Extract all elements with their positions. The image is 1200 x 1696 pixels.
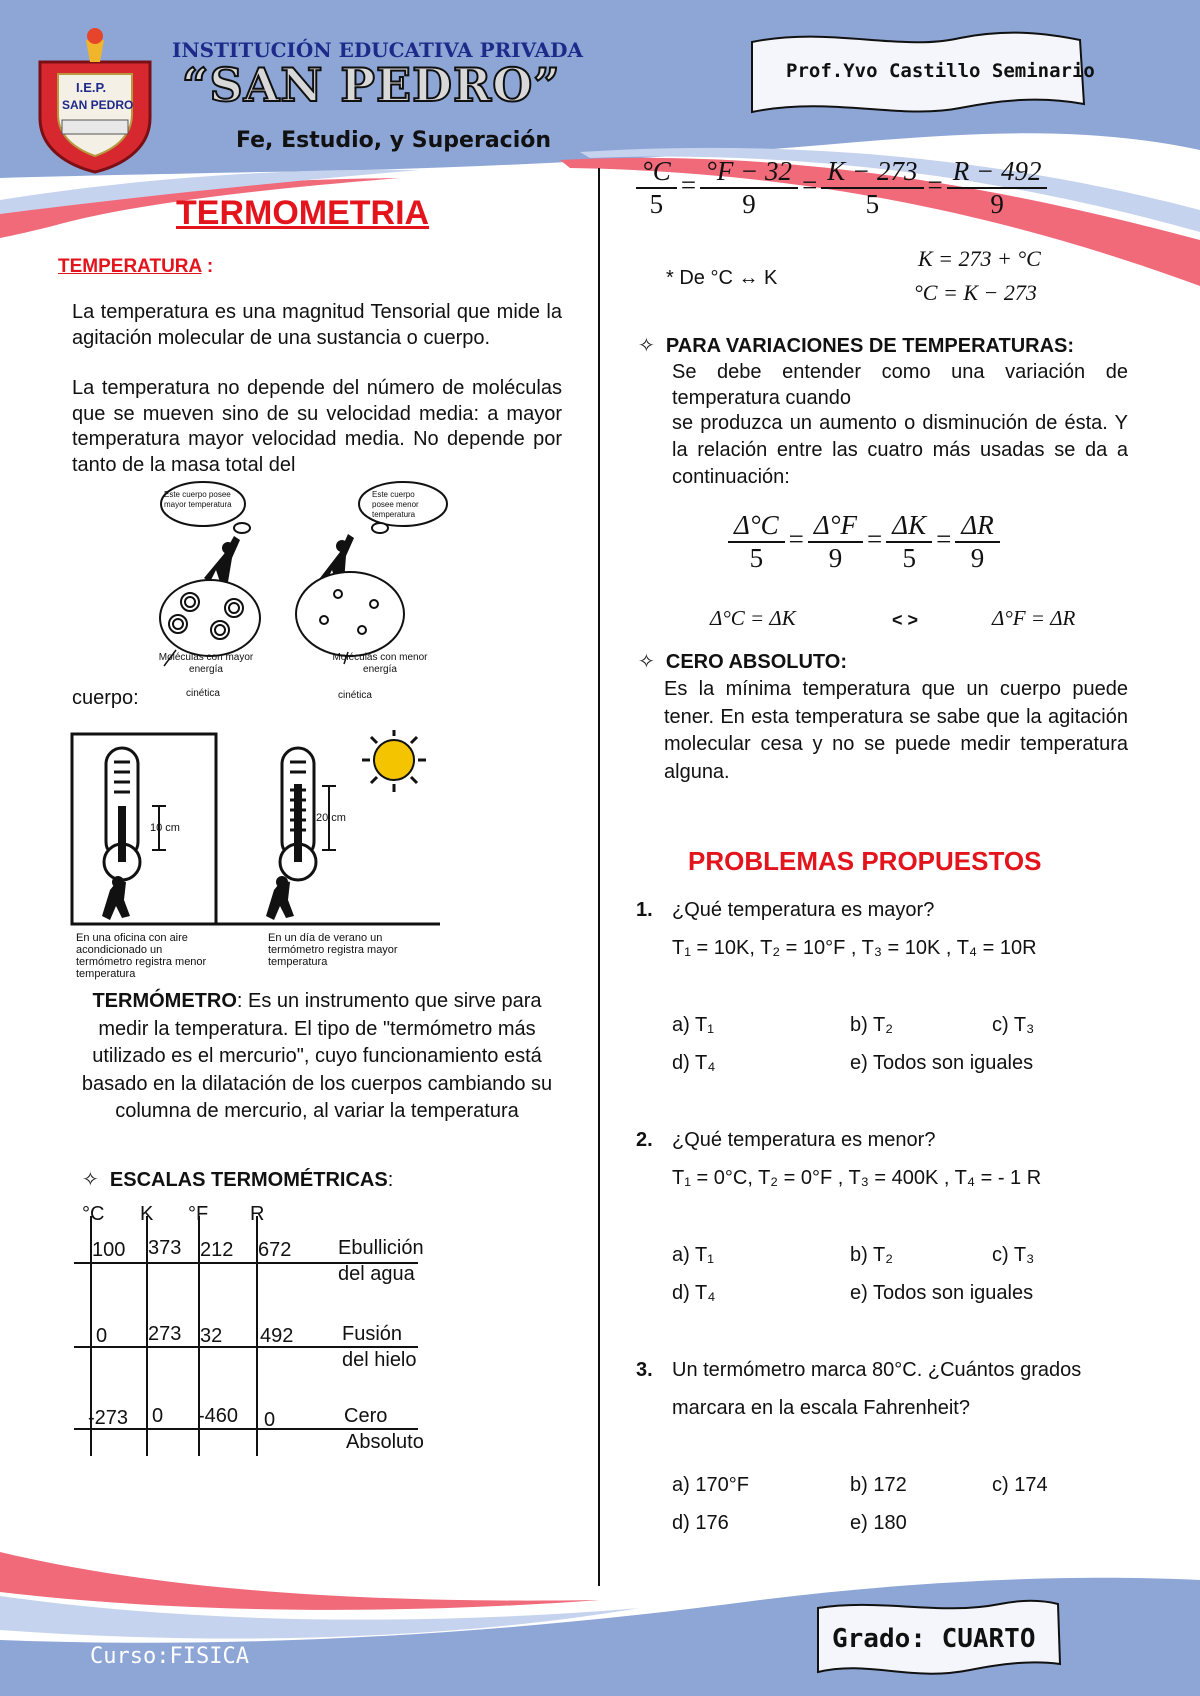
- problem-2-option-d: d) T₄: [672, 1282, 716, 1304]
- scale-value: 100: [92, 1239, 126, 1261]
- scale-value: 0: [264, 1409, 276, 1431]
- delta-num-r: ΔR: [955, 510, 999, 543]
- formula-num-c: °C: [636, 156, 677, 189]
- kinetic-label-1: cinética: [186, 688, 220, 699]
- problem-3-option-d: d) 176: [672, 1512, 729, 1534]
- temperatura-label: TEMPERATURA: [58, 256, 202, 277]
- problem-1-data: T₁ = 10K, T₂ = 10°F , T₃ = 10K , T₄ = 10R: [672, 937, 1037, 959]
- delta-relation-1: Δ°C = ΔK: [710, 606, 796, 630]
- escalas-heading: [82, 1168, 393, 1194]
- scale-value: 0: [96, 1325, 108, 1347]
- problem-3-option-a: a) 170°F: [672, 1474, 749, 1496]
- formula-den-f: 9: [742, 189, 756, 219]
- temperature-paragraph-1: La temperatura es una magnitud Tensorial que mide la agitación molecular de una sustancia o cuerpo.: [72, 301, 562, 349]
- bubble-text-hot: Este cuerpo posee mayor temperatura: [164, 490, 232, 509]
- school-name: “SAN PEDRO”: [182, 58, 561, 112]
- problem-3-option-e: e) 180: [850, 1512, 907, 1534]
- problem-2-number: 2.: [636, 1129, 653, 1151]
- delta-relation-2: Δ°F = ΔR: [992, 606, 1076, 630]
- formula-num-k: K − 273: [821, 156, 923, 189]
- problem-1-option-d: d) T₄: [672, 1052, 716, 1074]
- scale-value: 672: [258, 1239, 292, 1261]
- scale-header-r: R: [250, 1203, 265, 1225]
- scale-label: Ebullición: [338, 1237, 424, 1259]
- course-label: Curso:FISICA: [90, 1644, 249, 1669]
- formula-den-r: 9: [990, 189, 1004, 219]
- scale-value: 32: [200, 1325, 223, 1347]
- termometro-term: TERMÓMETRO: [92, 990, 237, 1012]
- problem-3-number: 3.: [636, 1359, 653, 1381]
- teacher-name: Prof.Yvo Castillo Seminario: [786, 60, 1095, 82]
- scale-header-f: °F: [188, 1203, 209, 1225]
- delta-num-c: Δ°C: [728, 510, 785, 543]
- scale-label: Cero: [344, 1405, 388, 1427]
- problem-2-option-e: e) Todos son iguales: [850, 1282, 1034, 1304]
- caption-office: En una oficina con aire acondicionado un termómetro registra menor temperatura: [76, 932, 207, 980]
- problem-1-number: 1.: [636, 899, 653, 921]
- problem-3-option-b: b) 172: [850, 1474, 907, 1496]
- thermometer-definition: [72, 988, 562, 1126]
- scale-label: del hielo: [342, 1349, 417, 1371]
- problem-1-option-e: e) Todos son iguales: [850, 1052, 1034, 1074]
- caption-summer: En un día de verano un termómetro registra mayor temperatura: [268, 932, 398, 968]
- problem-2-data: T₁ = 0°C, T₂ = 0°F , T₃ = 400K , T₄ = - 1 R: [672, 1167, 1042, 1189]
- cero-heading: [638, 650, 847, 676]
- conversion-c-k-label: * De °C ↔ K: [666, 267, 778, 289]
- problem-1-question: ¿Qué temperatura es mayor?: [672, 899, 935, 921]
- molecules-cold-caption: Moléculas con menor energía: [332, 652, 428, 675]
- formula-den-k: 5: [865, 189, 880, 219]
- variaciones-heading: [638, 334, 1074, 360]
- temperature-paragraph-2: La temperatura no depende del número de moléculas que se mueven sino de su velocidad media: a mayor temperatura mayor velocidad media. No depende por tanto de la masa total del: [72, 377, 562, 476]
- problem-1-option-a: a) T₁: [672, 1014, 714, 1036]
- scale-header-c: °C: [82, 1203, 105, 1225]
- thermometer-1-label: 10 cm: [150, 822, 180, 834]
- scale-value: 212: [200, 1239, 234, 1261]
- page-title: TERMOMETRIA: [176, 194, 430, 232]
- delta-den-c: 5: [749, 543, 764, 573]
- formula-num-f: °F − 32: [700, 156, 798, 189]
- problem-3-option-c: c) 174: [992, 1474, 1048, 1496]
- temperatura-colon: :: [201, 256, 214, 277]
- crest-label-top: I.E.P.: [76, 80, 107, 95]
- escalas-colon: :: [387, 1169, 394, 1191]
- variaciones-text-2: se produzca un aumento o disminución de ésta. Y la relación entre las cuatro más usadas se da a continuación:: [672, 412, 1128, 488]
- school-motto: Fe, Estudio, y Superación: [236, 128, 552, 153]
- diamond-bullet-icon: ✧: [82, 1169, 99, 1191]
- crest-label-bottom: SAN PEDRO: [62, 98, 134, 112]
- grade-label: Grado: CUARTO: [832, 1624, 1036, 1654]
- thermometers-illustration: [70, 730, 440, 930]
- conversion-eq-1: K = 273 + °C: [918, 246, 1041, 271]
- formula-den-c: 5: [649, 189, 664, 219]
- temperature-paragraph-end: cuerpo:: [72, 687, 139, 709]
- diamond-bullet-icon: ✧: [638, 335, 655, 357]
- problems-title: PROBLEMAS PROPUESTOS: [688, 846, 1042, 876]
- scale-value: 373: [148, 1237, 182, 1259]
- variaciones-text-1: Se debe entender como una variación de temperatura cuando: [672, 361, 1128, 409]
- bubble-text-cold: Este cuerpo posee menor temperatura: [372, 490, 419, 519]
- scale-value: 0: [152, 1405, 164, 1427]
- problem-3-question: Un termómetro marca 80°C. ¿Cuántos grados: [672, 1359, 1082, 1381]
- delta-separator: < >: [892, 610, 919, 630]
- escalas-title: ESCALAS TERMOMÉTRICAS: [109, 1169, 388, 1191]
- scale-label: del agua: [338, 1263, 415, 1285]
- section-heading-temperatura: [58, 256, 213, 278]
- scale-value: 273: [148, 1323, 182, 1345]
- kinetic-label-2: cinética: [338, 690, 372, 701]
- column-divider: [598, 168, 600, 1586]
- conversion-eq-2: °C = K − 273: [914, 280, 1037, 305]
- institution-name: INSTITUCIÓN EDUCATIVA PRIVADA: [172, 38, 583, 62]
- cero-title: CERO ABSOLUTO:: [665, 651, 848, 673]
- problem-1-option-b: b) T₂: [850, 1014, 893, 1036]
- diamond-bullet-icon: ✧: [638, 651, 655, 673]
- delta-formula: $\frac{\Delta^\circ C}{5}$ = $\frac{\Delta^\circ F}{9}$ = $\frac{\Delta K}{5}$ = $\frac{\Delta R}{9}$: [724, 510, 1004, 574]
- problem-2-option-c: c) T₃: [992, 1244, 1035, 1266]
- scale-header-k: K: [140, 1203, 154, 1225]
- problem-1-option-c: c) T₃: [992, 1014, 1035, 1036]
- formula-num-r: R − 492: [947, 156, 1048, 189]
- delta-den-k: 5: [902, 543, 916, 573]
- scale-value: 492: [260, 1325, 294, 1347]
- scale-value: -460: [198, 1405, 239, 1427]
- cero-text: Es la mínima temperatura que un cuerpo puede tener. En esta temperatura se sabe que la agitación molecular cesa y no se puede medir temperatura alguna.: [664, 678, 1128, 783]
- problem-3-data: marcara en la escala Fahrenheit?: [672, 1397, 970, 1419]
- thermometer-2-label: 20 cm: [316, 812, 346, 824]
- scale-table: [70, 1196, 430, 1466]
- problem-2-option-b: b) T₂: [850, 1244, 893, 1266]
- variaciones-title: PARA VARIACIONES DE TEMPERATURAS:: [665, 335, 1075, 357]
- delta-num-f: Δ°F: [808, 510, 863, 543]
- delta-den-r: 9: [970, 543, 985, 573]
- delta-num-k: ΔK: [886, 510, 932, 543]
- conversion-formula: $\frac{^\circ C}{5}$ = $\frac{^\circ F - 32}{9}$ = $\frac{K - 273}{5}$ = $\frac{R - 492}{9}$: [632, 156, 1102, 220]
- molecules-hot-caption: Moléculas con mayor energía: [158, 652, 254, 675]
- scale-label: Fusión: [342, 1323, 403, 1345]
- scale-value: -273: [88, 1407, 129, 1429]
- termometro-text: : Es un instrumento que sirve para medir la temperatura. El tipo de "termómetro más utilizado es el mercurio", cuyo funcionamiento está basado en la dilatación de los cuerpos cambiando su columna de mercurio, al variar la temperatura: [81, 990, 553, 1122]
- problem-2-question: ¿Qué temperatura es menor?: [672, 1129, 936, 1151]
- problem-2-option-a: a) T₁: [672, 1244, 714, 1266]
- scale-label: Absoluto: [346, 1431, 424, 1453]
- delta-den-f: 9: [828, 543, 843, 573]
